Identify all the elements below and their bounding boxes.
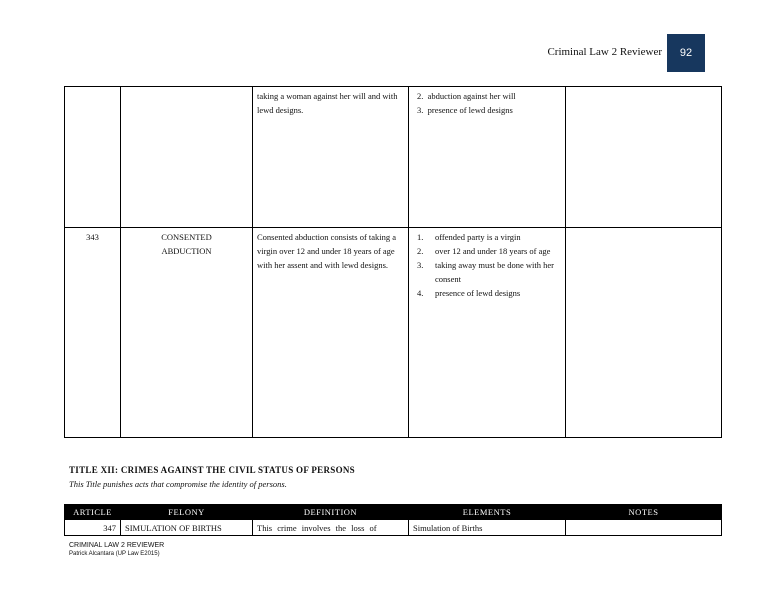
felony-cell [121, 87, 253, 228]
section-title: TITLE XII: CRIMES AGAINST THE CIVIL STATUS OF PERSONS [69, 465, 355, 475]
notes-cell [566, 87, 722, 228]
section-description: This Title punishes acts that compromise the identity of persons. [69, 479, 287, 489]
element-item: 4. presence of lewd designs [417, 288, 521, 298]
table-row [65, 87, 722, 228]
table-row [65, 228, 722, 438]
notes-cell [566, 520, 722, 536]
column-header-notes: NOTES [566, 505, 722, 520]
element-item: 2. abduction against her will [417, 91, 516, 101]
article-cell [65, 87, 121, 228]
column-header-felony: FELONY [121, 505, 253, 520]
element-item: 3. presence of lewd designs [417, 105, 513, 115]
felony-table [64, 86, 722, 438]
element-item: 1. offended party is a virgin [417, 232, 521, 242]
column-header-elements: ELEMENTS [409, 505, 566, 520]
notes-cell [566, 228, 722, 438]
elements-cell: Simulation of Births [409, 520, 566, 536]
elements-cell [409, 87, 566, 228]
article-cell: 347 [65, 520, 121, 536]
footer-author: Patrick Alcantara (UP Law E2015) [69, 551, 160, 557]
definition-cell: This crime involves the loss of [253, 520, 409, 536]
definition-cell: Consented abduction consists of taking a virgin over 12 and under 18 years of age with her assent and with lewd designs. [253, 228, 409, 438]
column-header-article: ARTICLE [65, 505, 121, 520]
felony-cell: SIMULATION OF BIRTHS [121, 520, 253, 536]
column-header-definition: DEFINITION [253, 505, 409, 520]
felony-cell: CONSENTED ABDUCTION [121, 228, 253, 438]
article-cell: 343 [65, 228, 121, 438]
element-item: 3. taking away must be done with her consent [417, 260, 554, 284]
civil-status-table [64, 504, 722, 536]
table-row [65, 520, 722, 536]
footer-title: CRIMINAL LAW 2 REVIEWER [69, 542, 165, 549]
elements-cell [409, 228, 566, 438]
definition-cell: taking a woman against her will and with lewd designs. [253, 87, 409, 228]
table-header-row [65, 505, 722, 520]
page-header-title: Criminal Law 2 Reviewer [547, 46, 662, 58]
page-number-badge: 92 [667, 34, 705, 72]
element-item: 2. over 12 and under 18 years of age [417, 246, 551, 256]
